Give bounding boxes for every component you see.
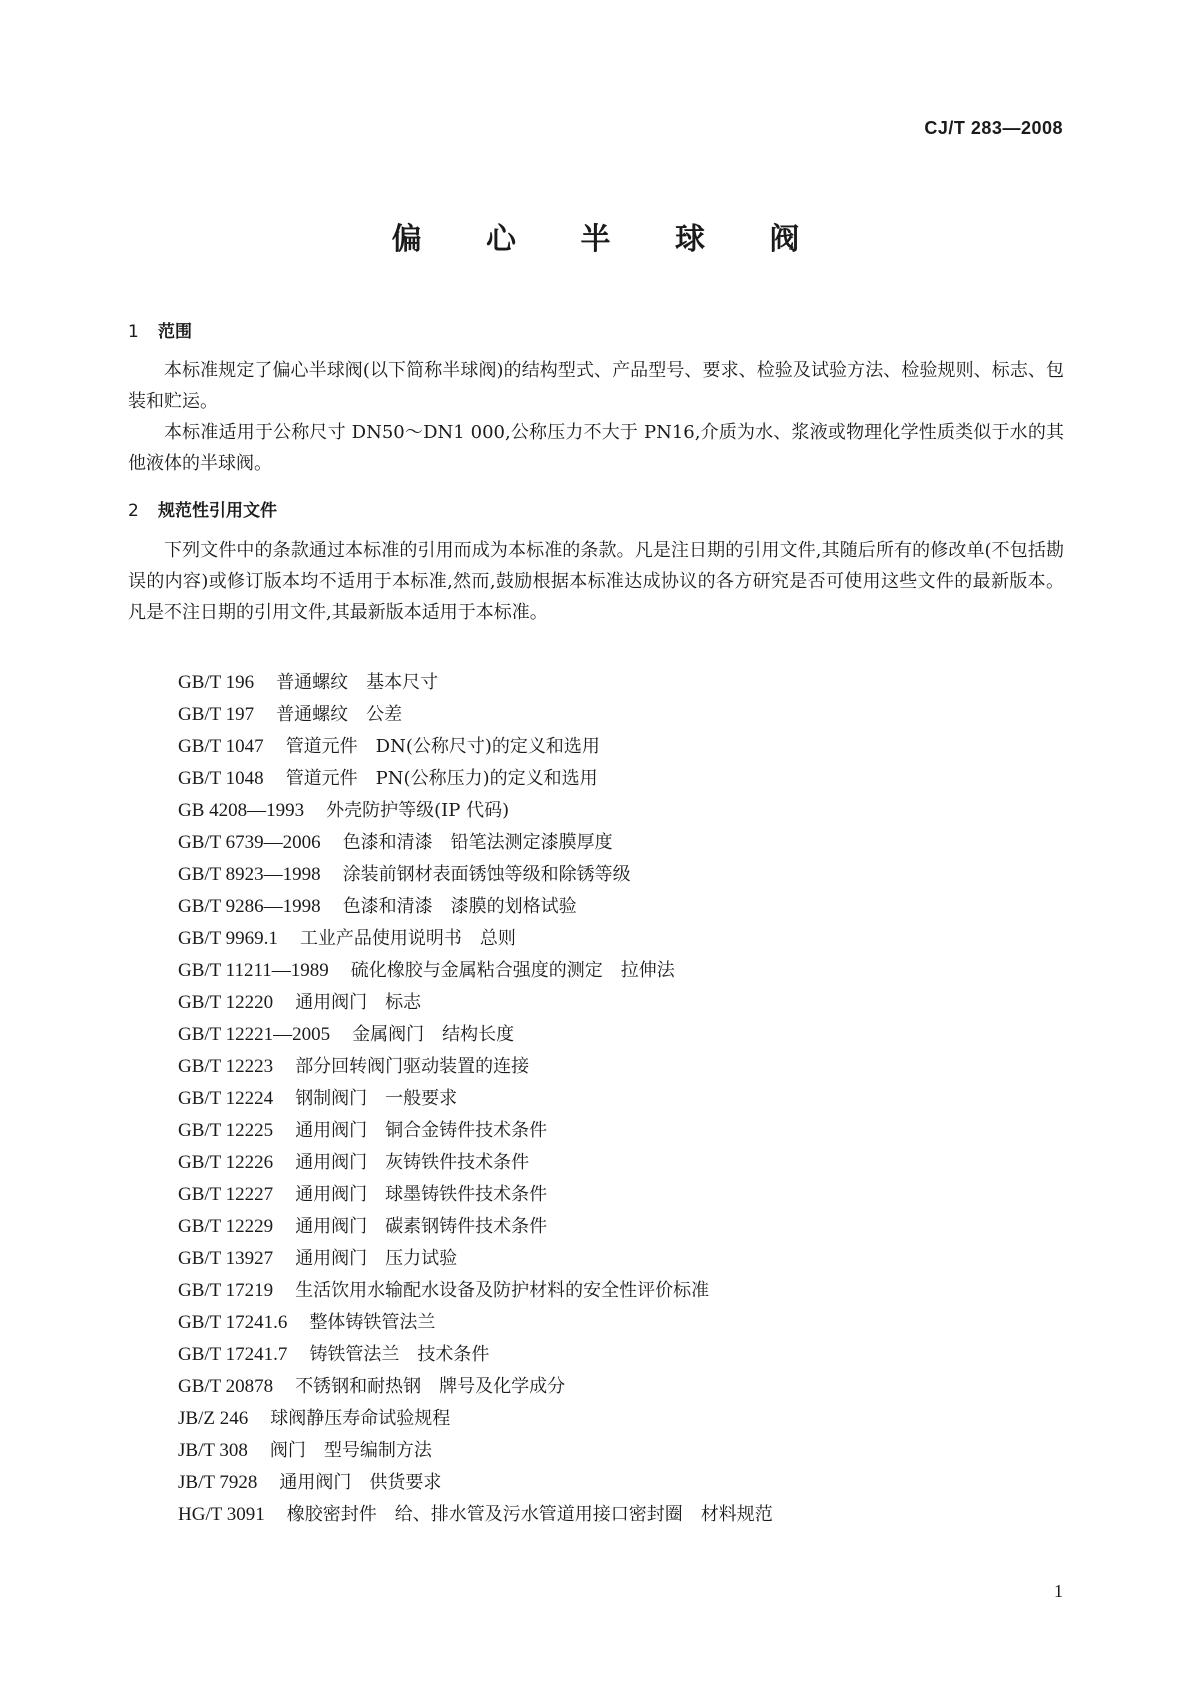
section-1-paragraph-1: 本标准规定了偏心半球阀(以下简称半球阀)的结构型式、产品型号、要求、检验及试验方法、检验规则、标志、包装和贮运。: [128, 360, 1064, 412]
reference-item: [178, 987, 773, 1019]
reference-title: 工业产品使用说明书 总则: [299, 928, 516, 949]
section-2-intro: 下列文件中的条款通过本标准的引用而成为本标准的条款。凡是注日期的引用文件,其随后所有的修改单(不包括勘误的内容)或修订版本均不适用于本标准,然而,鼓励根据本标准达成协议的各方研究是否可使用这些文件的最新版本。凡是不注日期的引用文件,其最新版本适用于本标准。: [128, 540, 1064, 623]
reference-item: [178, 1083, 773, 1115]
reference-item: [178, 1467, 773, 1499]
reference-title: 通用阀门 供货要求: [279, 1472, 442, 1493]
reference-title: 金属阀门 结构长度: [352, 1024, 515, 1045]
reference-title: 生活饮用水输配水设备及防护材料的安全性评价标准: [295, 1280, 710, 1301]
reference-code: GB/T 12221—2005: [178, 1024, 331, 1045]
reference-code: GB 4208—1993: [178, 800, 305, 821]
reference-title: 阀门 型号编制方法: [269, 1440, 432, 1461]
reference-item: [178, 955, 773, 987]
reference-code: GB/T 12223: [178, 1056, 274, 1077]
document-title: 偏 心 半 球 阀: [391, 222, 827, 257]
page-number: 1: [1054, 1581, 1063, 1601]
section-2-title: 规范性引用文件: [158, 501, 277, 521]
reference-code: GB/T 1048: [178, 768, 264, 789]
reference-item: [178, 859, 773, 891]
reference-code: JB/T 308: [178, 1440, 248, 1461]
reference-title: 外壳防护等级(IP 代码): [326, 800, 510, 821]
reference-item: [178, 1147, 773, 1179]
reference-item: [178, 1243, 773, 1275]
reference-title: 部分回转阀门驱动装置的连接: [295, 1056, 530, 1077]
reference-code: GB/T 20878: [178, 1376, 274, 1397]
reference-list: [178, 667, 773, 1531]
reference-item: [178, 1275, 773, 1307]
reference-code: GB/T 12226: [178, 1152, 274, 1173]
reference-code: GB/T 196: [178, 672, 255, 693]
reference-title: 管道元件 DN(公称尺寸)的定义和选用: [285, 736, 600, 757]
reference-item: [178, 1211, 773, 1243]
reference-title: 铸铁管法兰 技术条件: [309, 1344, 490, 1365]
reference-code: GB/T 9286—1998: [178, 896, 321, 917]
reference-item: [178, 1307, 773, 1339]
reference-code: GB/T 1047: [178, 736, 264, 757]
reference-title: 不锈钢和耐热钢 牌号及化学成分: [295, 1376, 566, 1397]
reference-code: GB/T 12220: [178, 992, 274, 1013]
reference-title: 硫化橡胶与金属粘合强度的测定 拉伸法: [350, 960, 675, 981]
reference-item: [178, 1179, 773, 1211]
reference-code: GB/T 12224: [178, 1088, 274, 1109]
reference-item: [178, 795, 773, 827]
reference-code: HG/T 3091: [178, 1504, 265, 1525]
reference-code: GB/T 6739—2006: [178, 832, 321, 853]
reference-title: 钢制阀门 一般要求: [295, 1088, 458, 1109]
reference-item: [178, 923, 773, 955]
reference-code: GB/T 17219: [178, 1280, 274, 1301]
reference-title: 橡胶密封件 给、排水管及污水管道用接口密封圈 材料规范: [286, 1504, 773, 1525]
section-1-heading: [128, 317, 192, 342]
reference-title: 普通螺纹 基本尺寸: [276, 672, 439, 693]
reference-title: 通用阀门 碳素钢铸件技术条件: [295, 1216, 548, 1237]
section-2-heading: [128, 496, 277, 521]
reference-item: [178, 827, 773, 859]
reference-item: [178, 699, 773, 731]
reference-title: 通用阀门 灰铸铁件技术条件: [295, 1152, 530, 1173]
reference-title: 管道元件 PN(公称压力)的定义和选用: [285, 768, 598, 789]
reference-code: GB/T 12229: [178, 1216, 274, 1237]
reference-title: 色漆和清漆 铅笔法测定漆膜厚度: [342, 832, 613, 853]
reference-code: GB/T 12227: [178, 1184, 274, 1205]
reference-item: [178, 891, 773, 923]
reference-title: 通用阀门 球墨铸铁件技术条件: [295, 1184, 548, 1205]
reference-item: [178, 1371, 773, 1403]
reference-code: JB/Z 246: [178, 1408, 249, 1429]
reference-item: [178, 1339, 773, 1371]
reference-item: [178, 667, 773, 699]
reference-code: GB/T 9969.1: [178, 928, 278, 949]
reference-title: 色漆和清漆 漆膜的划格试验: [342, 896, 577, 917]
reference-item: [178, 1435, 773, 1467]
standard-code: CJ/T 283—2008: [924, 118, 1063, 138]
reference-title: 球阀静压寿命试验规程: [270, 1408, 451, 1429]
reference-title: 涂装前钢材表面锈蚀等级和除锈等级: [342, 864, 631, 885]
reference-code: GB/T 12225: [178, 1120, 274, 1141]
reference-title: 整体铸铁管法兰: [309, 1312, 436, 1333]
reference-item: [178, 731, 773, 763]
reference-item: [178, 1403, 773, 1435]
reference-item: [178, 1499, 773, 1531]
reference-item: [178, 1051, 773, 1083]
section-1-paragraph-2: 本标准适用于公称尺寸 DN50～DN1 000,公称压力不大于 PN16,介质为水、浆液或物理化学性质类似于水的其他液体的半球阀。: [128, 422, 1064, 474]
reference-code: GB/T 17241.6: [178, 1312, 288, 1333]
section-2-number: 2: [128, 501, 139, 521]
reference-code: GB/T 11211—1989: [178, 960, 329, 981]
reference-item: [178, 1019, 773, 1051]
reference-title: 通用阀门 压力试验: [295, 1248, 458, 1269]
reference-item: [178, 763, 773, 795]
reference-title: 普通螺纹 公差: [276, 704, 403, 725]
reference-code: GB/T 8923—1998: [178, 864, 321, 885]
section-1-title: 范围: [158, 322, 192, 342]
reference-title: 通用阀门 铜合金铸件技术条件: [295, 1120, 548, 1141]
reference-title: 通用阀门 标志: [295, 992, 422, 1013]
reference-code: JB/T 7928: [178, 1472, 258, 1493]
reference-code: GB/T 17241.7: [178, 1344, 288, 1365]
reference-code: GB/T 13927: [178, 1248, 274, 1269]
reference-code: GB/T 197: [178, 704, 255, 725]
reference-item: [178, 1115, 773, 1147]
section-1-number: 1: [128, 322, 139, 342]
